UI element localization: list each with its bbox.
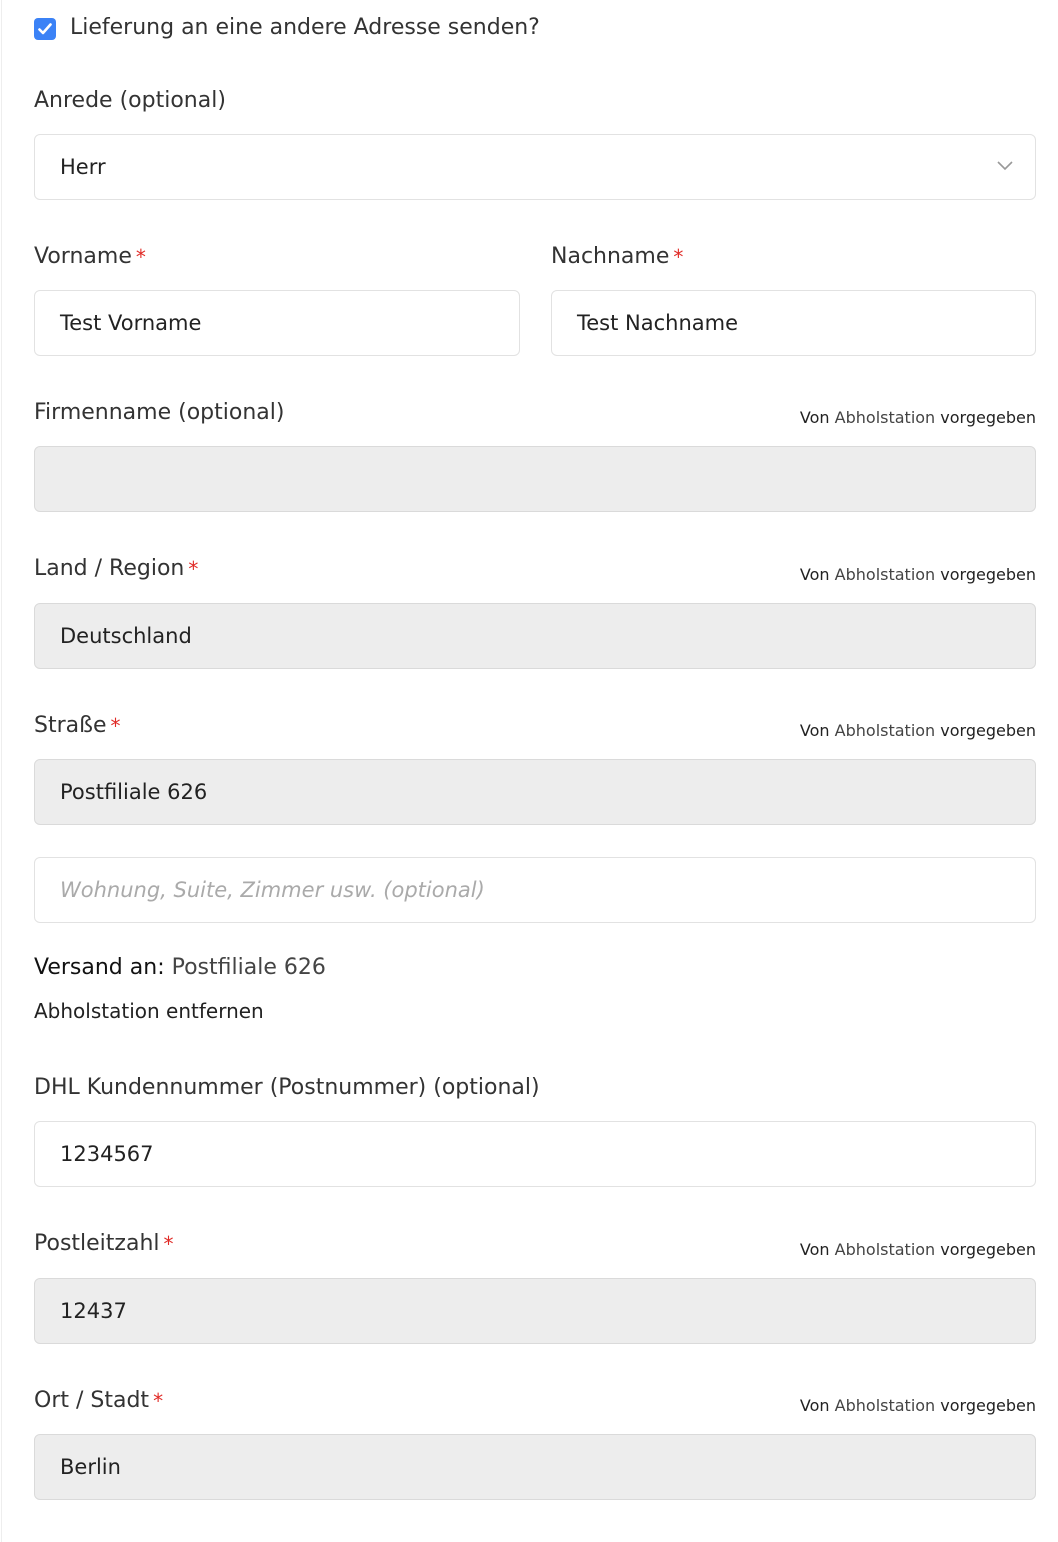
prefilled-note: Von Abholstation vorgegeben	[799, 408, 1036, 427]
shipping-to: Versand an: Postfiliale 626	[34, 955, 326, 980]
salutation-label: Anrede (optional)	[34, 88, 226, 113]
last-name-input[interactable]: Test Nachname	[551, 290, 1036, 356]
country-input: Deutschland	[34, 603, 1036, 669]
company-input	[34, 446, 1036, 512]
prefilled-note: Von Abholstation vorgegeben	[799, 565, 1036, 584]
street-label: Straße *	[34, 713, 121, 738]
street-input: Postfiliale 626	[34, 759, 1036, 825]
chevron-down-icon	[997, 161, 1013, 171]
country-label: Land / Region *	[34, 556, 199, 581]
city-label: Ort / Stadt *	[34, 1388, 164, 1413]
prefilled-note: Von Abholstation vorgegeben	[799, 1240, 1036, 1259]
page-edge	[1, 0, 2, 1542]
salutation-value: Herr	[60, 155, 106, 179]
first-name-input[interactable]: Test Vorname	[34, 290, 520, 356]
last-name-label: Nachname *	[551, 244, 684, 269]
city-input: Berlin	[34, 1434, 1036, 1500]
company-label: Firmenname (optional)	[34, 400, 285, 425]
check-icon	[38, 23, 52, 35]
prefilled-note: Von Abholstation vorgegeben	[799, 1396, 1036, 1415]
prefilled-note: Von Abholstation vorgegeben	[799, 721, 1036, 740]
ship-different-label[interactable]: Lieferung an eine andere Adresse senden?	[70, 15, 540, 40]
postcode-input: 12437	[34, 1278, 1036, 1344]
remove-station-link[interactable]: Abholstation entfernen	[34, 999, 264, 1023]
dhl-number-label: DHL Kundennummer (Postnummer) (optional)	[34, 1075, 540, 1100]
postcode-label: Postleitzahl *	[34, 1231, 174, 1256]
first-name-label: Vorname *	[34, 244, 146, 269]
ship-different-checkbox[interactable]	[34, 18, 56, 40]
address2-input[interactable]: Wohnung, Suite, Zimmer usw. (optional)	[34, 857, 1036, 923]
dhl-number-input[interactable]: 1234567	[34, 1121, 1036, 1187]
salutation-select[interactable]	[34, 134, 1036, 200]
